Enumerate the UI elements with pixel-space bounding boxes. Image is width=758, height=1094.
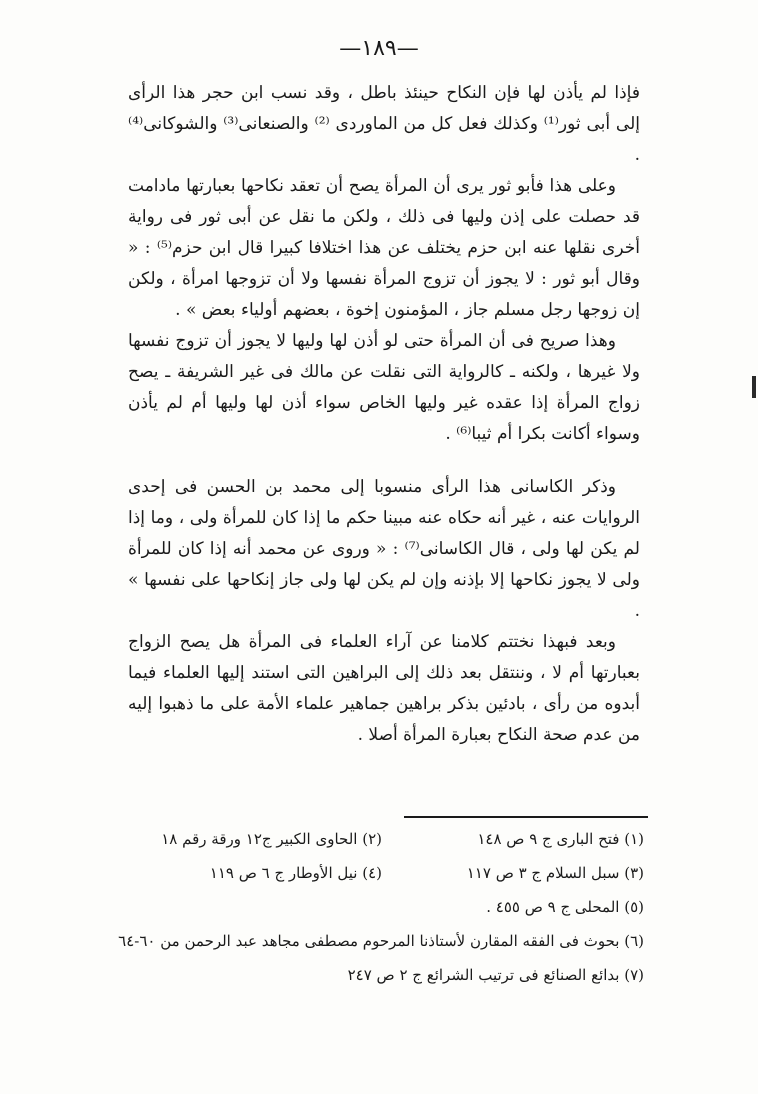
footnote-2: (٢) الحاوى الكبير ج١٢ ورقة رقم ١٨ xyxy=(161,830,382,848)
footnote-row-4 xyxy=(118,924,644,958)
footnote-row-1 xyxy=(128,822,644,856)
paragraph-2: وعلى هذا فأبو ثور يرى أن المرأة يصح أن تعقد نكاحها بعبارتها مادامت قد حصلت على إذن وليها فى ذلك ، ولكن ما نقل عن أبى ثور فى رواية أخرى نقلها عنه ابن حزم يختلف عن هذا اختلافا كبيرا قال ابن حزم⁽⁵⁾ : « وقال أبو ثور : لا يجوز أن تزوج المرأة نفسها ولا أن تزوجها امرأة ، ولكن إن زوجها رجل مسلم جاز ، المؤمنون إخوة ، بعضهم أولياء بعض » . xyxy=(128,176,640,320)
footnote-row-5 xyxy=(128,958,644,992)
footnote-separator xyxy=(404,816,648,818)
footnote-6: (٦) بحوث فى الفقه المقارن لأستاذنا المرحوم مصطفى مجاهد عبد الرحمن من ٦٠-٦٤ xyxy=(118,932,644,950)
body-text xyxy=(128,78,640,751)
paragraph-3: وهذا صريح فى أن المرأة حتى لو أذن لها وليها لا يجوز أن تزوج نفسها ولا غيرها ، ولكنه ـ كالرواية التى نقلت عن مالك فى غير الشريفة ـ يصح زواج المرأة إذا عقده غير وليها الخاص سواء أذن لها وليها أم لم يأذن وسواء أكانت بكرا أم ثيبا⁽⁶⁾ . xyxy=(128,331,640,444)
footnote-5: (٥) المحلى ج ٩ ص ٤٥٥ . xyxy=(486,898,644,916)
footnotes xyxy=(118,822,644,992)
footnote-row-2 xyxy=(128,856,644,890)
page-number: —١٨٩— xyxy=(339,36,419,61)
paragraph-1: فإذا لم يأذن لها فإن النكاح حينئذ باطل ، وقد نسب ابن حجر هذا الرأى إلى أبى ثور⁽¹⁾ وكذلك فعل كل من الماوردى ⁽²⁾ والصنعانى⁽³⁾ والشوكانى⁽⁴⁾ . xyxy=(128,83,640,165)
paragraph-5: وبعد فبهذا نختتم كلامنا عن آراء العلماء فى المرأة هل يصح الزواج بعبارتها أم لا ، وننتقل بعد ذلك إلى البراهين التى استند إليها العلماء فيما أبدوه من رأى ، بادئين بذكر براهين جماهير علماء الأمة على ما ذهبوا إليه من عدم صحة النكاح بعبارة المرأة أصلا . xyxy=(128,632,640,745)
footnote-7: (٧) بدائع الصنائع فى ترتيب الشرائع ج ٢ ص ٢٤٧ xyxy=(347,966,644,984)
footnote-4: (٤) نيل الأوطار ج ٦ ص ١١٩ xyxy=(209,864,382,882)
paragraph-4: وذكر الكاسانى هذا الرأى منسوبا إلى محمد بن الحسن فى إحدى الروايات عنه ، غير أنه حكاه عنه مبينا حكم ما إذا كان للمرأة ولى ، وما إذا لم يكن لها ولى ، قال الكاسانى⁽⁷⁾ : « وروى عن محمد أنه إذا كان للمرأة ولى لا يجوز نكاحها إلا بإذنه وإن لم يكن لها ولى جاز إنكاحها على نفسها » . xyxy=(128,477,640,621)
footnote-row-3 xyxy=(128,890,644,924)
footnote-3: (٣) سبل السلام ج ٣ ص ١١٧ xyxy=(466,864,644,882)
margin-mark xyxy=(752,376,756,398)
footnote-1: (١) فتح البارى ج ٩ ص ١٤٨ xyxy=(477,830,644,848)
